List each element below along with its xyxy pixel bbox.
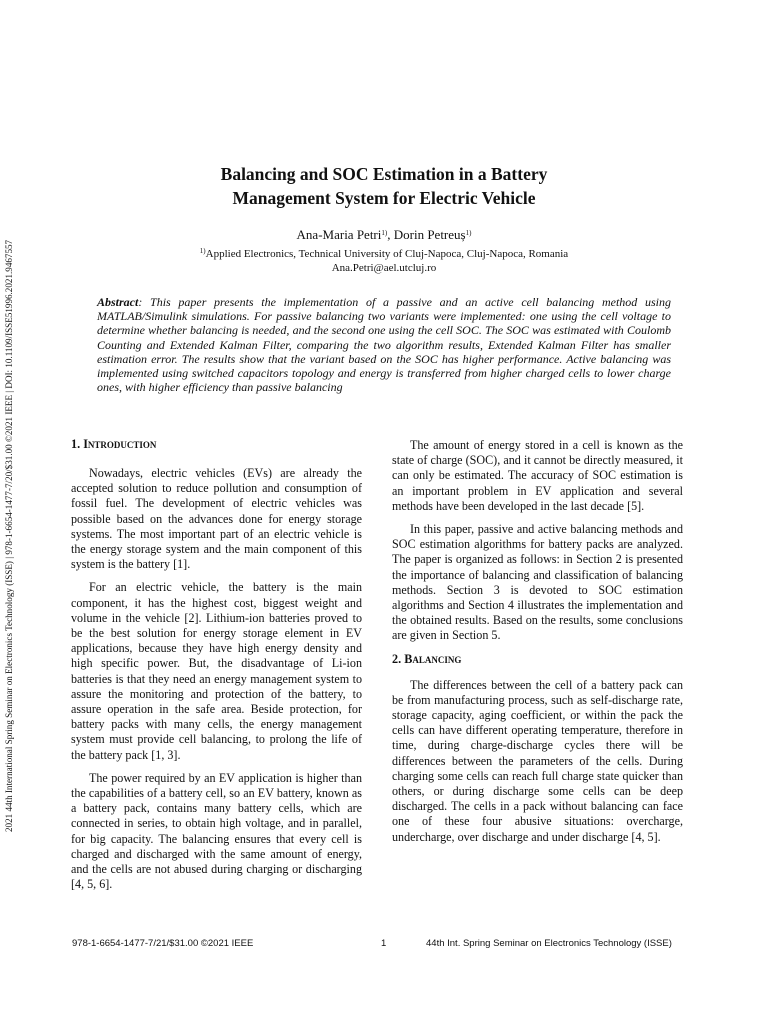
affiliation-block <box>100 247 668 275</box>
paragraph: In this paper, passive and active balancing methods and SOC estimation algorithms for battery packs are analyzed. The paper is organized as follows: in Section 2 is presented the importance of balancing and classification of balancing methods. Section 3 is devoted to SOC estimation algorithms and Section 4 illustrates the implementation and the obtained results. Based on the results, some conclusions are given in Section 5. <box>392 522 683 643</box>
affiliation-mark: 1) <box>199 247 206 255</box>
section-heading-introduction: 1. Introduction <box>71 437 157 451</box>
affiliation-text: Applied Electronics, Technical University of Cluj-Napoca, Cluj-Napoca, Romania <box>205 248 569 260</box>
abstract-colon: : <box>138 295 143 309</box>
title-line-2: Management System for Electric Vehicle <box>232 188 536 208</box>
paragraph: For an electric vehicle, the battery is the main component, it has the highest cost, biggest weight and volume in the vehicle [2]. Lithium-ion batteries proved to be the best solution for energy storage element in EV applications, because they have high energy density and high specific power. But, the disadvantage of Li-ion batteries is that they need an energy management system to assure the monitoring and protection of the battery, to assure operation in the safe area. Beside protection, for battery packs with many cells, the energy management system must provide cell balancing, to prolong the life of the battery pack [1, 3]. <box>71 580 362 762</box>
affiliation-line <box>100 247 668 261</box>
author-list <box>100 227 668 243</box>
author-email: Ana.Petri@ael.utcluj.ro <box>331 262 437 274</box>
author-2-affiliation-mark: 1) <box>465 229 472 237</box>
paragraph: The differences between the cell of a battery pack can be from manufacturing process, such as self-discharge rate, storage capacity, aging coefficient, or within the pack the cells can have different operating temperature, therefore in time, during charge-discharge cycles there will be differences between the parameters of the cells. During charging some cells can reach full charge state quicker than others, or during discharge some cells can be deep discharged. The cells in a pack without balancing can face one of these four abusive situations: overcharge, undercharge, over discharge and under discharge [4, 5]. <box>392 677 683 844</box>
footer-conference: 44th Int. Spring Seminar on Electronics Technology (ISSE) <box>426 938 672 949</box>
left-column <box>71 437 362 900</box>
paper-title <box>100 162 668 210</box>
page-number: 1 <box>381 938 387 949</box>
author-1-name: Ana-Maria Petri <box>296 227 382 242</box>
abstract-label: Abstract <box>97 295 139 309</box>
abstract-text: This paper presents the implementation of a passive and an active cell balancing method using MATLAB/Simulink simulations. For passive balancing two variants were implemented: one using the cell voltage to determine whether balancing is needed, and the second one using the cell SOC. The SOC was estimated with Coulomb Counting and Extended Kalman Filter, comparing the two algorithm results, Extended Kalman Filter has smaller estimation error. The results show that the variant based on the SOC has higher performance. Active balancing was implemented using switched capacitors topology and energy is transferred from higher charged cells to lower charge ones, with higher efficiency than passive balancing <box>97 295 671 395</box>
doi-identifier-text: 2021 44th International Spring Seminar on Electronics Technology (ISSE) | 978-1-6654-1477-7/20/$31.00 ©2021 IEEE | DOI: 10.1109/ISSE51996.2021.9467557 <box>4 239 14 832</box>
author-2-name: Dorin Petreuș <box>393 227 466 242</box>
footer-copyright: 978-1-6654-1477-7/21/$31.00 ©2021 IEEE <box>72 938 254 949</box>
paragraph: The amount of energy stored in a cell is known as the state of charge (SOC), and it cannot be directly measured, it can only be estimated. The accuracy of SOC estimation is an important problem in EV application and several methods have been developed in the last decade [5]. <box>392 438 683 513</box>
author-separator: , <box>387 227 394 242</box>
author-1-affiliation-mark: 1) <box>381 229 388 237</box>
paragraph: The power required by an EV application is higher than the capabilities of a battery cell, so an EV battery, known as a battery pack, contains many battery cells, which are connected in series, to obtain high voltage, and in parallel, for big capacity. The balancing ensures that every cell is charged and discharged with the same amount of energy, and the cells are not abused during charging or discharging [4, 5, 6]. <box>71 770 362 892</box>
abstract <box>97 295 671 394</box>
title-line-1: Balancing and SOC Estimation in a Battery <box>220 164 548 184</box>
side-identifier <box>2 192 16 832</box>
paragraph: Nowadays, electric vehicles (EVs) are already the accepted solution to reduce pollution and consumption of fossil fuel. The development of electric vehicles was possible based on the advances done for energy storage systems. The most important part of an electric vehicle is the energy storage system and the main component of this system is the battery [1]. <box>71 466 362 572</box>
right-column <box>392 438 683 853</box>
section-heading-balancing: 2. Balancing <box>392 651 462 666</box>
